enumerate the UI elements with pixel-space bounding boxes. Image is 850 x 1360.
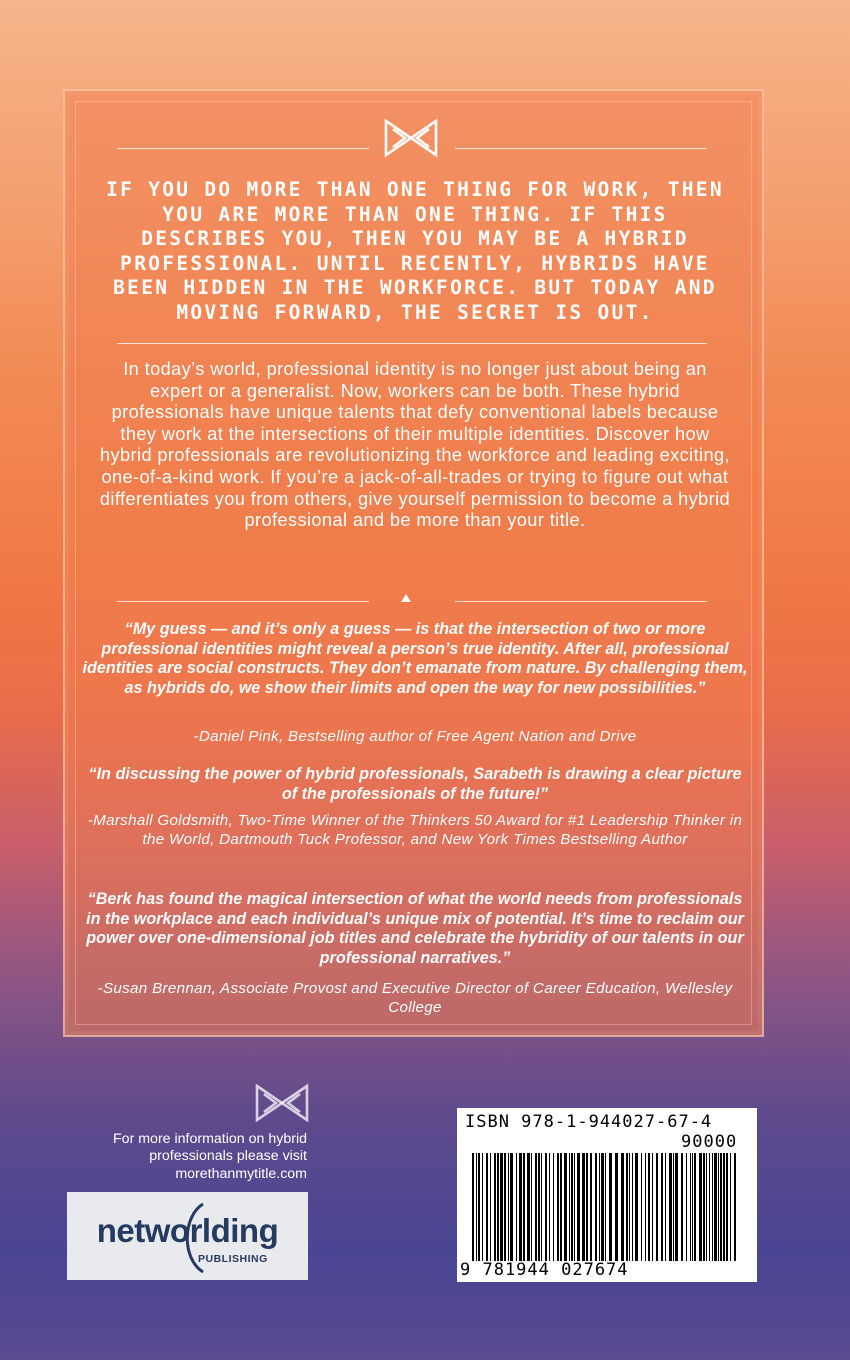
bowtie-logo-icon	[383, 117, 439, 159]
endorsement-quote: “Berk has found the magical intersection of what the world needs from professionals in the workplace and each individual’s unique mix of potential. It’s time to reclaim our power over one-dimensional job titles and celebrate the hybridity of our talents in our professional narratives.”	[86, 890, 744, 967]
barcode-digits: 9 781944 027674	[460, 1260, 629, 1280]
bowtie-logo-icon	[254, 1082, 310, 1124]
publisher-logo	[67, 1192, 308, 1280]
price-code: 90000	[681, 1132, 738, 1152]
divider-rule	[117, 148, 369, 149]
endorsement-quote: “In discussing the power of hybrid professionals, Sarabeth is drawing a clear picture of the professionals of the future!”	[88, 765, 742, 803]
divider-rule	[455, 148, 707, 149]
endorsement-attribution: -Susan Brennan, Associate Provost and Executive Director of Career Education, Wellesley College	[97, 980, 733, 1017]
website-url: morethanmytitle.com	[175, 1165, 307, 1182]
more-info-text	[55, 1131, 307, 1183]
info-line: professionals please visit	[149, 1148, 307, 1165]
endorsement-quote: “My guess — and it’s only a guess — is that the intersection of two or more professional identities might reveal a person’s true identity. After all, professional identities are social constructs. They don’t emanate from nature. By challenging them, as hybrids do, we show their limits and open the way for new possibilities.”	[82, 620, 748, 697]
barcode-bars	[472, 1153, 742, 1261]
isbn-barcode	[457, 1108, 757, 1282]
book-description: In today’s world, professional identity is no longer just about being an expert or a generalist. Now, workers can be both. These hybrid professionals have unique talents that defy conventional labels because they work at the intersections of their multiple identities. Discover how hybrid professionals are revolutionizing the workforce and leading exciting, one-of-a-kind work. If you’re a jack-of-all-trades or trying to figure out what differentiates you from others, give yourself permission to become a hybrid professional and be more than your title.	[99, 359, 731, 531]
divider-rule	[117, 343, 707, 344]
isbn-number: ISBN 978-1-944027-67-4	[465, 1112, 713, 1132]
headline-tagline: IF YOU DO MORE THAN ONE THING FOR WORK, THEN YOU ARE MORE THAN ONE THING. IF THIS DESCRIBES YOU, THEN YOU MAY BE A HYBRID PROFESSIONAL. UNTIL RECENTLY, HYBRIDS HAVE BEEN HIDDEN IN THE WORKFORCE. BUT TODAY AND MOVING FORWARD, THE SECRET IS OUT.	[106, 178, 724, 324]
triangle-ornament-icon	[401, 594, 411, 602]
divider-rule	[117, 601, 369, 602]
publisher-subtitle: PUBLISHING	[198, 1253, 268, 1265]
endorsement-attribution: -Marshall Goldsmith, Two-Time Winner of the Thinkers 50 Award for #1 Leadership Thinker in the World, Dartmouth Tuck Professor, and New York Times Bestselling Author	[87, 812, 743, 849]
info-line: For more information on hybrid	[113, 1131, 307, 1147]
divider-rule	[455, 601, 707, 602]
publisher-name: networlding	[96, 1212, 279, 1249]
endorsement-attribution: -Daniel Pink, Bestselling author of Free Agent Nation and Drive	[193, 728, 637, 745]
